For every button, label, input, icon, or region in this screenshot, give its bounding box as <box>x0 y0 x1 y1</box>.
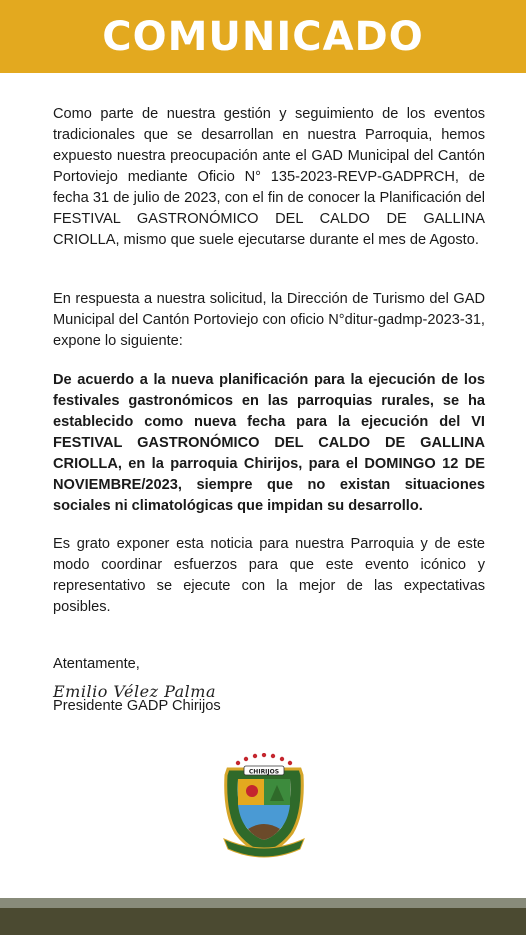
footer-band <box>0 908 526 935</box>
paragraph-intro: Como parte de nuestra gestión y seguimiento de los eventos tradicionales que se desarrollan en nuestra Parroquia, hemos expuesto nuestra preocupación ante el GAD Municipal del Cantón Portoviejo mediante Oficio N° 135-2023-REVP-GADPRCH, de fecha 31 de julio de 2023, con el fin de conocer la Planificación del FESTIVAL GASTRONÓMICO DEL CALDO DE GALLINA CRIOLLA, mismo que suele ejecutarse durante el mes de Agosto. <box>53 106 485 248</box>
header-banner <box>0 0 526 73</box>
signature: Emilio Vélez Palma <box>53 682 216 701</box>
paragraph-closing-remarks: Es grato exponer esta noticia para nuestra Parroquia y de este modo coordinar esfuerzos para que este evento icónico y representativo se ejecute con la mejor de las expectativas posibles. <box>53 536 485 615</box>
page-title: COMUNICADO <box>102 13 424 60</box>
parish-seal-icon <box>222 753 306 863</box>
footer-stripe <box>0 898 526 908</box>
paragraph-response: En respuesta a nuestra solicitud, la Dirección de Turismo del GAD Municipal del Cantón Portoviejo con oficio N°ditur-gadmp-2023-31, expone lo siguiente: <box>53 291 485 349</box>
signer-role: Presidente GADP Chirijos <box>53 698 221 714</box>
seal-top-text: CHIRIJOS <box>248 768 280 776</box>
closing-salutation: Atentamente, <box>53 656 140 672</box>
paragraph-announcement: De acuerdo a la nueva planificación para la ejecución de los festivales gastronómicos en las parroquias rurales, se ha establecido como nueva fecha para la ejecución del VI FESTIVAL GASTRONÓMICO DEL CALDO DE GALLINA CRIOLLA, en la parroquia Chirijos, para el DOMINGO 12 DE NOVIEMBRE/2023, siempre que no existan situaciones sociales ni climatológicas que impidan su desarrollo. <box>53 372 485 514</box>
